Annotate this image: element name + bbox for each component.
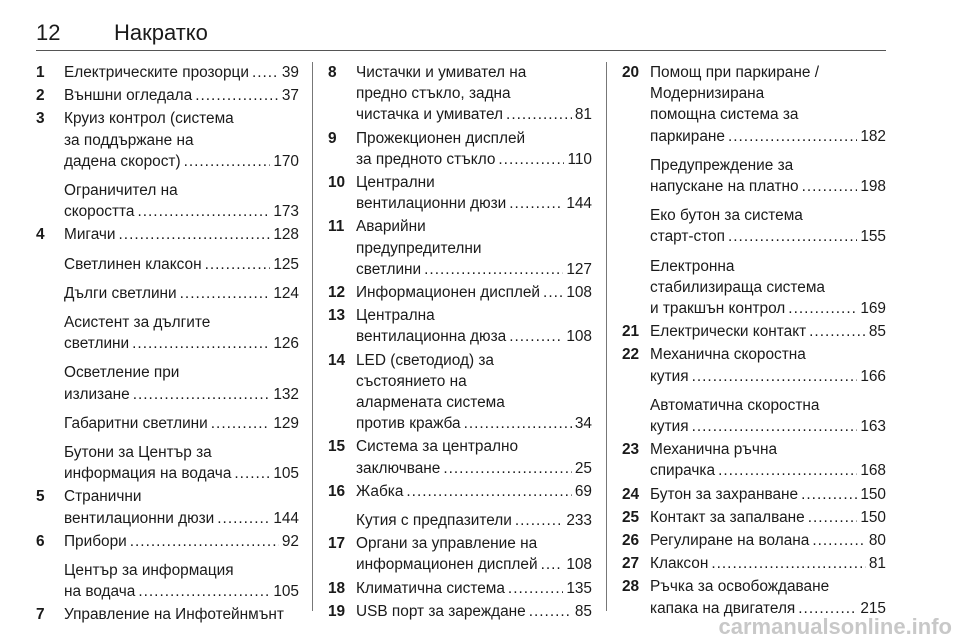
item-number: 18 bbox=[328, 579, 346, 597]
leader-dots bbox=[180, 283, 271, 304]
item-number: 20 bbox=[622, 64, 640, 81]
item-number: 24 bbox=[622, 485, 640, 503]
entry-text: Аварийни bbox=[356, 218, 426, 236]
header-divider bbox=[36, 50, 886, 51]
page-ref: 92 bbox=[281, 532, 299, 550]
page-ref: 132 bbox=[273, 385, 299, 403]
index-entry bbox=[622, 576, 886, 618]
entry-text: Централна bbox=[356, 307, 435, 325]
entry-text: напускане на платно bbox=[650, 178, 799, 196]
page-ref: 85 bbox=[574, 602, 592, 620]
entry-text: против кражба bbox=[356, 415, 461, 433]
entry-text: Прибори bbox=[64, 532, 127, 550]
page-ref: 126 bbox=[273, 335, 299, 353]
entry-text: предупредителни bbox=[356, 239, 482, 257]
entry-text: спирачка bbox=[650, 462, 716, 480]
index-entry bbox=[36, 283, 299, 304]
page-ref: 81 bbox=[574, 106, 592, 124]
entry-text: Ръчка за освобождаване bbox=[650, 578, 830, 596]
index-entry bbox=[622, 62, 886, 147]
entry-text: Странични bbox=[64, 488, 142, 506]
page-ref: 198 bbox=[860, 178, 886, 196]
leader-dots bbox=[498, 149, 564, 170]
index-entry bbox=[36, 442, 299, 484]
index-entry bbox=[622, 553, 886, 574]
entry-text: Жабка bbox=[356, 482, 404, 500]
entry-text: светлини bbox=[64, 335, 130, 353]
page-ref: 129 bbox=[273, 414, 299, 432]
index-entry bbox=[36, 108, 299, 172]
item-number: 6 bbox=[36, 532, 45, 550]
page-ref: 80 bbox=[868, 532, 886, 550]
leader-dots bbox=[809, 321, 866, 342]
index-entry bbox=[328, 481, 592, 502]
leader-dots bbox=[718, 460, 857, 481]
entry-text: състоянието на bbox=[356, 372, 467, 390]
entry-text: Предупреждение за bbox=[650, 156, 794, 174]
index-entry bbox=[36, 413, 299, 434]
entry-text: дадена скорост) bbox=[64, 152, 181, 170]
index-entry bbox=[36, 62, 299, 83]
index-entry bbox=[622, 205, 886, 247]
page-ref: 170 bbox=[273, 152, 299, 170]
leader-dots bbox=[184, 151, 271, 172]
column-divider bbox=[606, 62, 607, 611]
index-entry bbox=[36, 531, 299, 552]
leader-dots bbox=[788, 298, 857, 319]
page-ref: 108 bbox=[566, 556, 592, 574]
page-ref: 125 bbox=[273, 255, 299, 273]
entry-text: Кутия с предпазители bbox=[356, 512, 512, 530]
leader-dots bbox=[137, 201, 270, 222]
page-ref: 150 bbox=[860, 508, 886, 526]
entry-text: информация на водача bbox=[64, 465, 232, 483]
item-number: 13 bbox=[328, 307, 346, 325]
watermark: carmanualsonline.info bbox=[718, 614, 952, 639]
leader-dots bbox=[509, 193, 563, 214]
page-ref: 155 bbox=[860, 228, 886, 246]
page-ref: 127 bbox=[566, 260, 592, 278]
item-number: 9 bbox=[328, 129, 337, 147]
index-entry bbox=[36, 604, 299, 625]
entry-text: Круиз контрол (система bbox=[64, 110, 234, 128]
index-entry bbox=[36, 312, 299, 354]
index-entry bbox=[622, 439, 886, 481]
item-number: 27 bbox=[622, 555, 640, 573]
index-entry bbox=[36, 180, 299, 222]
entry-text: Клаксон bbox=[650, 555, 709, 573]
index-entry bbox=[36, 486, 299, 528]
leader-dots bbox=[808, 507, 858, 528]
item-number: 3 bbox=[36, 110, 45, 128]
index-entry bbox=[328, 282, 592, 303]
entry-text: Асистент за дългите bbox=[64, 314, 211, 332]
index-entry bbox=[622, 155, 886, 197]
index-entry bbox=[622, 484, 886, 505]
page-ref: 110 bbox=[567, 150, 592, 168]
entry-text: Мигачи bbox=[64, 226, 116, 244]
page-ref: 128 bbox=[273, 226, 299, 244]
page-ref: 233 bbox=[566, 512, 592, 530]
index-entry bbox=[36, 85, 299, 106]
entry-text: Управление на Инфотейнмънт bbox=[64, 606, 284, 624]
item-number: 7 bbox=[36, 606, 45, 624]
entry-text: чистачка и умивател bbox=[356, 106, 504, 124]
page-ref: 135 bbox=[566, 579, 592, 597]
entry-text: Електрически контакт bbox=[650, 323, 807, 341]
entry-text: и тракшън контрол bbox=[650, 300, 786, 318]
entry-text: кутия bbox=[650, 367, 689, 385]
item-number: 2 bbox=[36, 87, 45, 105]
entry-text: LED (светодиод) за bbox=[356, 351, 494, 369]
leader-dots bbox=[424, 259, 563, 280]
page-header bbox=[36, 18, 886, 50]
item-number: 21 bbox=[622, 323, 640, 341]
index-entry bbox=[36, 224, 299, 245]
entry-text: Еко бутон за система bbox=[650, 207, 803, 225]
entry-text: Автоматична скоростна bbox=[650, 396, 820, 414]
item-number: 1 bbox=[36, 64, 45, 81]
leader-dots bbox=[205, 254, 271, 275]
leader-dots bbox=[711, 553, 866, 574]
leader-dots bbox=[252, 62, 279, 83]
page-ref: 108 bbox=[566, 328, 592, 346]
item-number: 25 bbox=[622, 508, 640, 526]
entry-text: алармената система bbox=[356, 394, 505, 412]
entry-text: Електрическите прозорци bbox=[64, 64, 249, 81]
leader-dots bbox=[515, 510, 563, 531]
entry-text: Органи за управление на bbox=[356, 535, 538, 553]
entry-text: светлини bbox=[356, 260, 422, 278]
leader-dots bbox=[138, 581, 270, 602]
page-ref: 25 bbox=[574, 459, 592, 477]
entry-text: USB порт за зареждане bbox=[356, 602, 526, 620]
item-number: 11 bbox=[328, 218, 345, 236]
item-number: 19 bbox=[328, 602, 346, 620]
entry-text: Помощ при паркиране / bbox=[650, 64, 819, 81]
item-number: 23 bbox=[622, 441, 640, 459]
page-ref: 69 bbox=[574, 482, 592, 500]
entry-text: паркиране bbox=[650, 127, 725, 145]
item-number: 26 bbox=[622, 532, 640, 550]
item-number: 5 bbox=[36, 488, 45, 506]
leader-dots bbox=[132, 333, 270, 354]
entry-text: заключване bbox=[356, 459, 441, 477]
page-ref: 169 bbox=[860, 300, 886, 318]
leader-dots bbox=[801, 484, 857, 505]
leader-dots bbox=[506, 104, 572, 125]
entry-text: Външни огледала bbox=[64, 87, 193, 105]
leader-dots bbox=[692, 366, 858, 387]
page-ref: 173 bbox=[273, 203, 299, 221]
leader-dots bbox=[133, 384, 271, 405]
entry-text: Ограничител на bbox=[64, 182, 178, 200]
index-entry bbox=[328, 172, 592, 214]
page-title: Накратко bbox=[114, 20, 208, 45]
leader-dots bbox=[543, 282, 563, 303]
entry-text: Информационен дисплей bbox=[356, 284, 541, 302]
page-ref: 144 bbox=[566, 195, 592, 213]
page-ref: 168 bbox=[860, 462, 886, 480]
leader-dots bbox=[217, 508, 270, 529]
item-number: 12 bbox=[328, 284, 346, 302]
leader-dots bbox=[508, 578, 563, 599]
entry-text: Бутони за Център за bbox=[64, 444, 212, 462]
index-entry bbox=[328, 216, 592, 280]
index-entry bbox=[36, 254, 299, 275]
entry-text: стабилизираща система bbox=[650, 278, 825, 296]
index-entry bbox=[622, 344, 886, 386]
item-number: 8 bbox=[328, 64, 337, 81]
entry-text: Климатична система bbox=[356, 579, 505, 597]
entry-text: на водача bbox=[64, 583, 136, 601]
entry-text: Център за информация bbox=[64, 562, 234, 580]
entry-text: капака на двигателя bbox=[650, 599, 796, 617]
leader-dots bbox=[509, 326, 563, 347]
leader-dots bbox=[529, 601, 572, 622]
entry-text: Регулиране на волана bbox=[650, 532, 810, 550]
page-ref: 163 bbox=[860, 418, 886, 436]
index-entry bbox=[36, 362, 299, 404]
page-ref: 105 bbox=[273, 465, 299, 483]
item-number: 22 bbox=[622, 346, 640, 364]
item-number: 15 bbox=[328, 438, 346, 456]
entry-text: Модернизирана bbox=[650, 85, 765, 103]
leader-dots bbox=[211, 413, 271, 434]
index-entry bbox=[328, 128, 592, 170]
leader-dots bbox=[464, 413, 572, 434]
index-entry bbox=[328, 305, 592, 347]
leader-dots bbox=[728, 126, 857, 147]
column-divider bbox=[312, 62, 313, 611]
entry-text: помощна система за bbox=[650, 106, 799, 124]
leader-dots bbox=[541, 554, 564, 575]
leader-dots bbox=[692, 416, 858, 437]
index-entry bbox=[328, 436, 592, 478]
entry-text: Бутон за захранване bbox=[650, 485, 799, 503]
leader-dots bbox=[119, 224, 271, 245]
item-number: 16 bbox=[328, 482, 346, 500]
index-entry bbox=[622, 321, 886, 342]
entry-text: Електронна bbox=[650, 257, 735, 275]
entry-text: Система за централно bbox=[356, 438, 519, 456]
index-entry bbox=[328, 350, 592, 435]
leader-dots bbox=[728, 226, 857, 247]
entry-text: вентилационна дюза bbox=[356, 328, 507, 346]
page-ref: 124 bbox=[273, 284, 299, 302]
leader-dots bbox=[802, 176, 858, 197]
item-number: 17 bbox=[328, 535, 346, 553]
leader-dots bbox=[195, 85, 279, 106]
index-entry bbox=[36, 560, 299, 602]
entry-text: вентилационни дюзи bbox=[356, 195, 507, 213]
page-ref: 34 bbox=[574, 415, 592, 433]
entry-text: старт-стоп bbox=[650, 228, 725, 246]
entry-text: Прожекционен дисплей bbox=[356, 129, 526, 147]
index-entry bbox=[622, 395, 886, 437]
entry-text: предно стъкло, задна bbox=[356, 85, 511, 103]
page-ref: 144 bbox=[273, 509, 299, 527]
entry-text: за предното стъкло bbox=[356, 150, 496, 168]
leader-dots bbox=[812, 530, 866, 551]
entry-text: Дълги светлини bbox=[64, 284, 177, 302]
index-entry bbox=[622, 530, 886, 551]
entry-text: Чистачки и умивател на bbox=[356, 64, 527, 81]
page-ref: 150 bbox=[860, 485, 886, 503]
entry-text: Контакт за запалване bbox=[650, 508, 805, 526]
entry-text: Габаритни светлини bbox=[64, 414, 208, 432]
page-ref: 85 bbox=[868, 323, 886, 341]
index-entry bbox=[622, 256, 886, 320]
page-ref: 37 bbox=[281, 87, 299, 105]
entry-text: Механична ръчна bbox=[650, 441, 778, 459]
entry-text: скоростта bbox=[64, 203, 135, 221]
entry-text: излизане bbox=[64, 385, 130, 403]
page-ref: 166 bbox=[860, 367, 886, 385]
leader-dots bbox=[443, 458, 572, 479]
page-ref: 105 bbox=[273, 583, 299, 601]
item-number: 10 bbox=[328, 174, 346, 192]
page-ref: 182 bbox=[860, 127, 886, 145]
page-number: 12 bbox=[36, 20, 61, 45]
entry-text: Осветление при bbox=[64, 364, 180, 382]
index-entry bbox=[622, 507, 886, 528]
entry-text: Механична скоростна bbox=[650, 346, 806, 364]
entry-text: вентилационни дюзи bbox=[64, 509, 215, 527]
entry-text: за поддържане на bbox=[64, 131, 194, 149]
index-entry bbox=[328, 601, 592, 622]
item-number: 4 bbox=[36, 226, 45, 244]
entry-text: информационен дисплей bbox=[356, 556, 538, 574]
page-ref: 81 bbox=[868, 555, 886, 573]
leader-dots bbox=[234, 463, 270, 484]
page-ref: 108 bbox=[566, 284, 592, 302]
index-entry bbox=[328, 510, 592, 531]
leader-dots bbox=[130, 531, 279, 552]
index-entry bbox=[328, 578, 592, 599]
page-ref: 215 bbox=[860, 599, 886, 617]
index-entry bbox=[328, 62, 592, 126]
index-column-3 bbox=[622, 62, 886, 621]
item-number: 14 bbox=[328, 351, 346, 369]
index-column-1 bbox=[36, 62, 299, 628]
entry-text: Светлинен клаксон bbox=[64, 255, 202, 273]
leader-dots bbox=[406, 481, 571, 502]
page-ref: 39 bbox=[281, 64, 299, 81]
index-entry bbox=[328, 533, 592, 575]
item-number: 28 bbox=[622, 578, 640, 596]
index-column-2 bbox=[328, 62, 592, 624]
entry-text: кутия bbox=[650, 418, 689, 436]
entry-text: Централни bbox=[356, 174, 435, 192]
